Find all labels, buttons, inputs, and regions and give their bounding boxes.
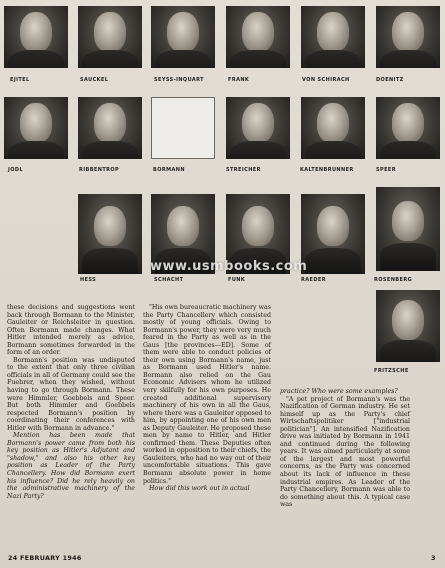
caption-doenitz: DOENITZ (376, 77, 404, 83)
caption-ribbentrop: RIBBENTROP (79, 167, 120, 173)
col3-para1: "A pet project of Bormann's was the Nazification of German industry. He set himself up as the Party's chief Wirtschaftspolitiker ["industrial politician"]. An intensified Nazification drive was initiated by Bormann in 1941 and continued during the following years. It was aimed particularly at some of the largest and most powerful concerns, as the Party was concerned about its lack of influence in these industrial empires. As Leader of the Party Chancellery, Bormann was able to do something about this. A typical case was (280, 395, 410, 509)
caption-streicher: STREICHER (226, 167, 261, 173)
caption-von-schirach: VON SCHIRACH (302, 77, 350, 83)
caption-seyss-inquart: SEYSS-INQUART (154, 77, 204, 83)
caption-hess: HESS (80, 277, 97, 283)
text-column-3 (280, 388, 410, 509)
page-number: 3 (431, 554, 436, 562)
portrait-fritzsche (376, 290, 440, 362)
text-column-1 (7, 304, 135, 500)
caption-schacht: SCHACHT (154, 277, 184, 283)
caption-sauckel: SAUCKEL (80, 77, 109, 83)
portrait-seyss-inquart (151, 6, 215, 68)
portrait-von-schirach (301, 6, 365, 68)
portrait-rosenberg (376, 187, 440, 271)
caption-jodl: JODL (8, 167, 24, 173)
caption-frank: FRANK (228, 77, 250, 83)
col2-question: How did this work out in actual (149, 485, 250, 493)
caption-raeder: RAEDER (301, 277, 326, 283)
portrait-sauckel (78, 6, 142, 68)
col3-question: practice? Who were some examples? (280, 388, 398, 395)
portrait-ribbentrop (78, 97, 142, 159)
caption-funk: FUNK (228, 277, 246, 283)
caption-rosenberg: ROSENBERG (374, 277, 413, 283)
portrait-bormann-blank (151, 97, 215, 159)
portrait-doenitz (376, 6, 440, 68)
col1-question: Mention has been made that Bormann's power came from both his key position as Hitler's Adjutant and "shadow," and also his other key position as Leader of the Party Chancellery. How did Bormann exert his influence? Did he rely heavily on the administrative machinery of the Nazi Party? (7, 432, 135, 500)
watermark: www.usmbooks.com (150, 259, 308, 274)
issue-date: 24 FEBRUARY 1946 (8, 554, 82, 562)
portrait-speer (376, 97, 440, 159)
caption-speer: SPEER (376, 167, 396, 173)
portrait-frank (226, 6, 290, 68)
col2-para1: "His own bureaucratic machinery was the Party Chancellery which consisted mostly of young officials. Owing to Bormann's power, they were very much feared in the Party as well as in the Gaus [the provinces—ED]. Some of them were able to conduct policies of their own using Bormann's name, just as Bormann used Hitler's name. Bormann also relied on the Gau Economic Advisers whom he utilized very skilfully for his own purposes. He created additional supervisory machinery of his own in all the Gaus, where there was a Gauleiter opposed to him, by appointing one of his own men as Deputy Gauleiter. He proposed these men by name to Hitler, and Hitler confirmed them. These Deputies often worked in opposition to their chiefs, the Gauleiters, who had no way out of their uncomfortable situations. This gave Bormann absolute power in home politics." (143, 304, 271, 485)
portrait-hess (78, 194, 142, 274)
portrait-eitel (4, 6, 68, 68)
caption-fritzsche: FRITZSCHE (374, 368, 409, 374)
col1-para1: these decisions and suggestions went back through Bormann to the Minister, Gauleiter or Reichsleiter in question. Often Bormann made changes. What Hitler intended merely as advice, Bormann sometimes forwarded in the form of an order. (7, 304, 135, 357)
portrait-streicher (226, 97, 290, 159)
col1-para2: Bormann's position was undisputed to the extent that only three civilian officials in all of Germany could see the Fuehrer, when they wished, without having to go through Bormann. These were Himmler, Goebbels and Speer. But both Himmler and Goebbels respected Bormann's position by coordinating their conferences with Hitler with Bormann in advance." (7, 356, 135, 432)
portrait-jodl (4, 97, 68, 159)
caption-eitel: EJITEL (10, 77, 30, 83)
portrait-kaltenbrunner (301, 97, 365, 159)
caption-kaltenbrunner: KALTENBRUNNER (300, 167, 354, 173)
text-column-2 (143, 304, 271, 493)
caption-bormann: BORMANN (153, 167, 185, 173)
